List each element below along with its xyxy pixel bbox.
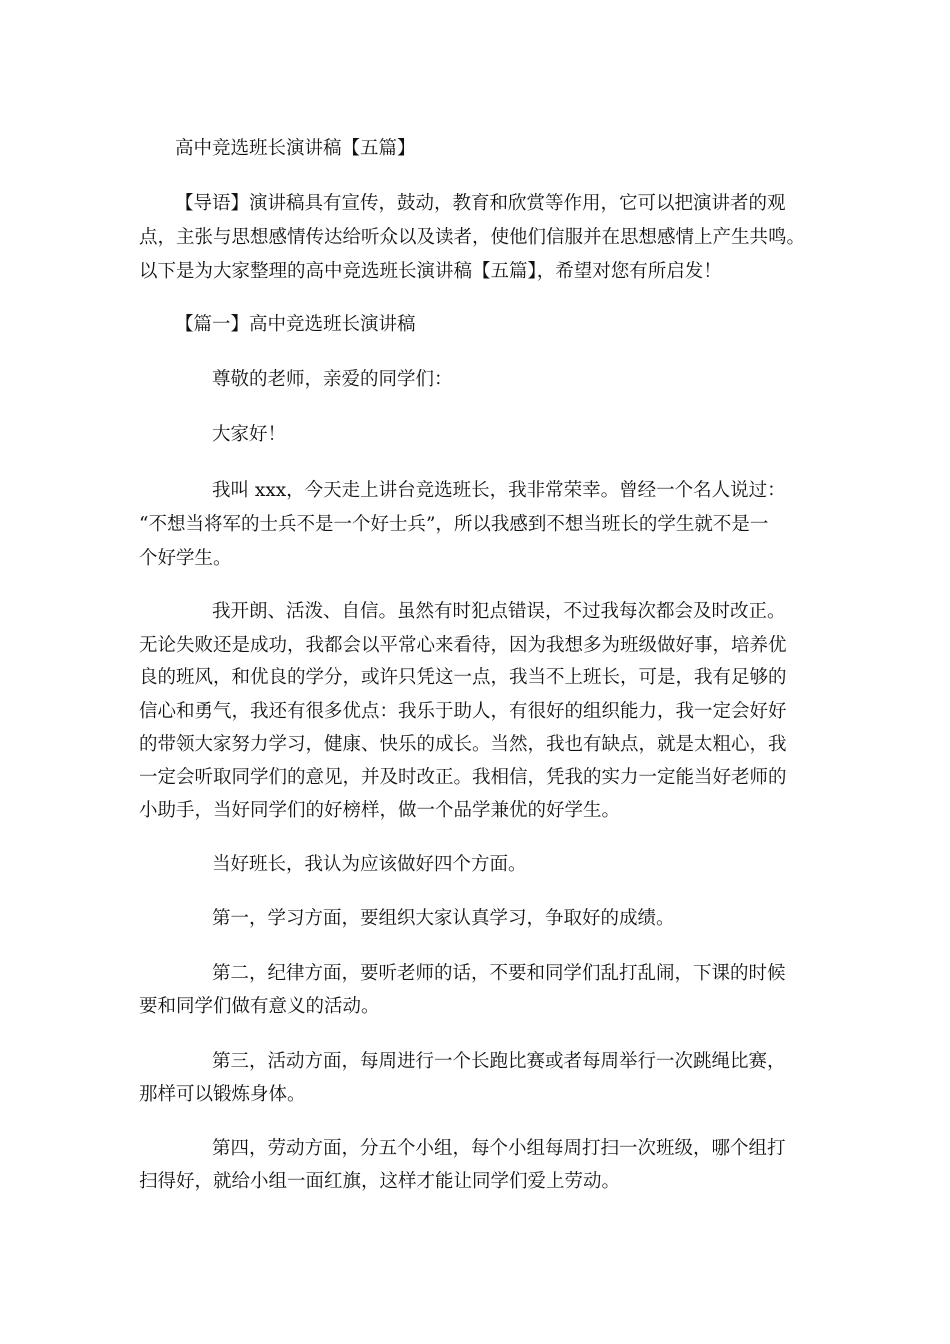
para1-line-3: 个好学生。 bbox=[139, 548, 232, 569]
para2-line-5: 的带领大家努力学习，健康、快乐的成长。当然，我也有缺点，就是太粗心，我 bbox=[139, 734, 787, 755]
para4: 第一，学习方面，要组织大家认真学习，争取好的成绩。 bbox=[212, 908, 675, 929]
salutation: 尊敬的老师，亲爱的同学们： bbox=[212, 369, 453, 390]
para5-line-1: 第二，纪律方面，要听老师的话，不要和同学们乱打乱闹，下课的时候 bbox=[212, 963, 786, 984]
intro-line-1: 【导语】演讲稿具有宣传，鼓动，教育和欣赏等作用，它可以把演讲者的观 bbox=[175, 193, 786, 214]
intro-line-3: 以下是为大家整理的高中竞选班长演讲稿【五篇】，希望对您有所启发！ bbox=[139, 261, 722, 282]
para6-line-1: 第三，活动方面，每周进行一个长跑比赛或者每周举行一次跳绳比赛， bbox=[212, 1051, 786, 1072]
document-title: 高中竞选班长演讲稿【五篇】 bbox=[175, 138, 416, 159]
para2-line-6: 一定会听取同学们的意见，并及时改正。我相信，凭我的实力一定能当好老师的 bbox=[139, 767, 787, 788]
para1-line-2: “不想当将军的士兵不是一个好士兵”，所以我感到不想当班长的学生就不是一 bbox=[139, 514, 769, 535]
intro-line-2: 点，主张与思想感情传达给听众以及读者，使他们信服并在思想感情上产生共鸣。 bbox=[139, 227, 806, 248]
greeting: 大家好！ bbox=[212, 424, 287, 445]
para2-line-3: 良的班风，和优良的学分，或许只凭这一点，我当不上班长，可是，我有足够的 bbox=[139, 667, 787, 688]
para2-line-4: 信心和勇气，我还有很多优点：我乐于助人，有很好的组织能力，我一定会好好 bbox=[139, 701, 787, 722]
para5-line-2: 要和同学们做有意义的活动。 bbox=[139, 996, 380, 1017]
para7-line-2: 扫得好，就给小组一面红旗，这样才能让同学们爱上劳动。 bbox=[139, 1171, 621, 1192]
para1-line-1: 我叫 xxx，今天走上讲台竞选班长，我非常荣幸。曾经一个名人说过： bbox=[212, 480, 786, 501]
para3: 当好班长，我认为应该做好四个方面。 bbox=[212, 854, 527, 875]
para7-line-1: 第四，劳动方面，分五个小组，每个小组每周打扫一次班级，哪个组打 bbox=[212, 1138, 786, 1159]
para2-line-7: 小助手，当好同学们的好榜样，做一个品学兼优的好学生。 bbox=[139, 800, 621, 821]
para6-line-2: 那样可以锻炼身体。 bbox=[139, 1084, 306, 1105]
section-heading: 【篇一】高中竞选班长演讲稿 bbox=[175, 314, 416, 335]
para2-line-2: 无论失败还是成功，我都会以平常心来看待，因为我想多为班级做好事，培养优 bbox=[139, 635, 787, 656]
para2-line-1: 我开朗、活泼、自信。虽然有时犯点错误，不过我每次都会及时改正。 bbox=[212, 601, 786, 622]
